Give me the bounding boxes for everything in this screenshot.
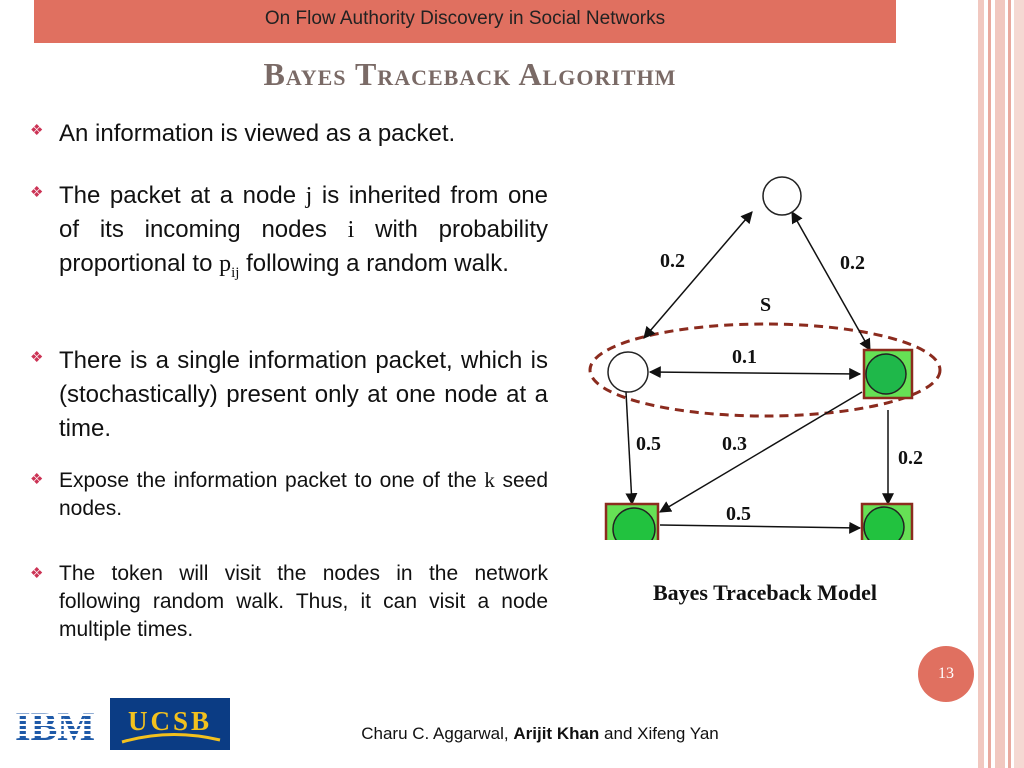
- diagram-caption: Bayes Traceback Model: [652, 580, 878, 605]
- bullet-diamond-icon: ❖: [30, 349, 44, 366]
- decor-stripe: [995, 0, 1005, 768]
- var-p-sub: ij: [231, 264, 240, 281]
- bullet-text: The token will visit the nodes in the network following random walk. Thus, it can visit a node multiple times.: [59, 562, 548, 641]
- edge-left-down: [626, 392, 632, 504]
- node-bottom-right: [864, 507, 904, 540]
- bullet-diamond-icon: ❖: [30, 122, 44, 139]
- node-right: [866, 354, 906, 394]
- edge-mid-horizontal: [650, 372, 860, 374]
- edge-label-top-left: 0.2: [660, 250, 685, 272]
- var-i: i: [347, 217, 355, 243]
- bullet-1: [30, 117, 548, 151]
- decor-stripe: [1014, 0, 1024, 768]
- footer-authors: Charu C. Aggarwal, Arijit Khan and Xifeng Yan: [361, 724, 719, 743]
- edge-label-diagonal: 0.3: [722, 433, 747, 455]
- ucsb-logo: [110, 698, 230, 750]
- ucsb-logo-text: UCSB: [127, 706, 213, 736]
- edge-diagonal: [660, 392, 862, 512]
- ibm-logo: [12, 700, 98, 748]
- decor-stripe: [978, 0, 984, 768]
- edge-top-left: [644, 212, 752, 338]
- edge-top-right: [792, 212, 870, 350]
- page-number: 13: [918, 646, 974, 702]
- decor-stripe: [1008, 0, 1011, 768]
- edge-label-top-right: 0.2: [840, 252, 865, 274]
- slide-title: Bayes Traceback Algorithm: [263, 56, 677, 92]
- label-s: S: [760, 294, 772, 316]
- var-j: j: [305, 183, 313, 209]
- edge-label-left-down: 0.5: [636, 433, 661, 455]
- ucsb-wave-icon: [110, 698, 230, 750]
- bullet-text: There is a single information packet, which is (stochastically) present only at one node at a time.: [59, 347, 548, 442]
- edge-label-right-down: 0.2: [898, 447, 923, 469]
- bullet-diamond-icon: ❖: [30, 184, 44, 201]
- bullet-3: [30, 344, 548, 446]
- bullet-diamond-icon: ❖: [30, 471, 44, 488]
- header-title: On Flow Authority Discovery in Social Networks: [264, 8, 666, 29]
- edge-label-mid: 0.1: [732, 346, 757, 368]
- node-left: [608, 352, 648, 392]
- edge-label-bottom: 0.5: [726, 503, 751, 525]
- bayes-traceback-diagram: [560, 160, 950, 540]
- bullet-5: [30, 560, 548, 644]
- decor-stripe: [988, 0, 991, 768]
- bullet-2: [30, 179, 548, 290]
- bullet-4: [30, 466, 548, 523]
- node-top: [763, 177, 801, 215]
- var-k: k: [484, 468, 495, 492]
- bullet-text: Expose the information packet to one of the k seed nodes.: [59, 468, 548, 520]
- bullet-text: An information is viewed as a packet.: [59, 120, 456, 147]
- var-p: p: [219, 251, 232, 277]
- bullet-diamond-icon: ❖: [30, 565, 44, 582]
- edge-bottom: [660, 525, 860, 528]
- bullet-text: The packet at a node j is inherited from one of its incoming nodes i with probability proportional to $p_{ij}$ following a random walk.: [59, 182, 548, 281]
